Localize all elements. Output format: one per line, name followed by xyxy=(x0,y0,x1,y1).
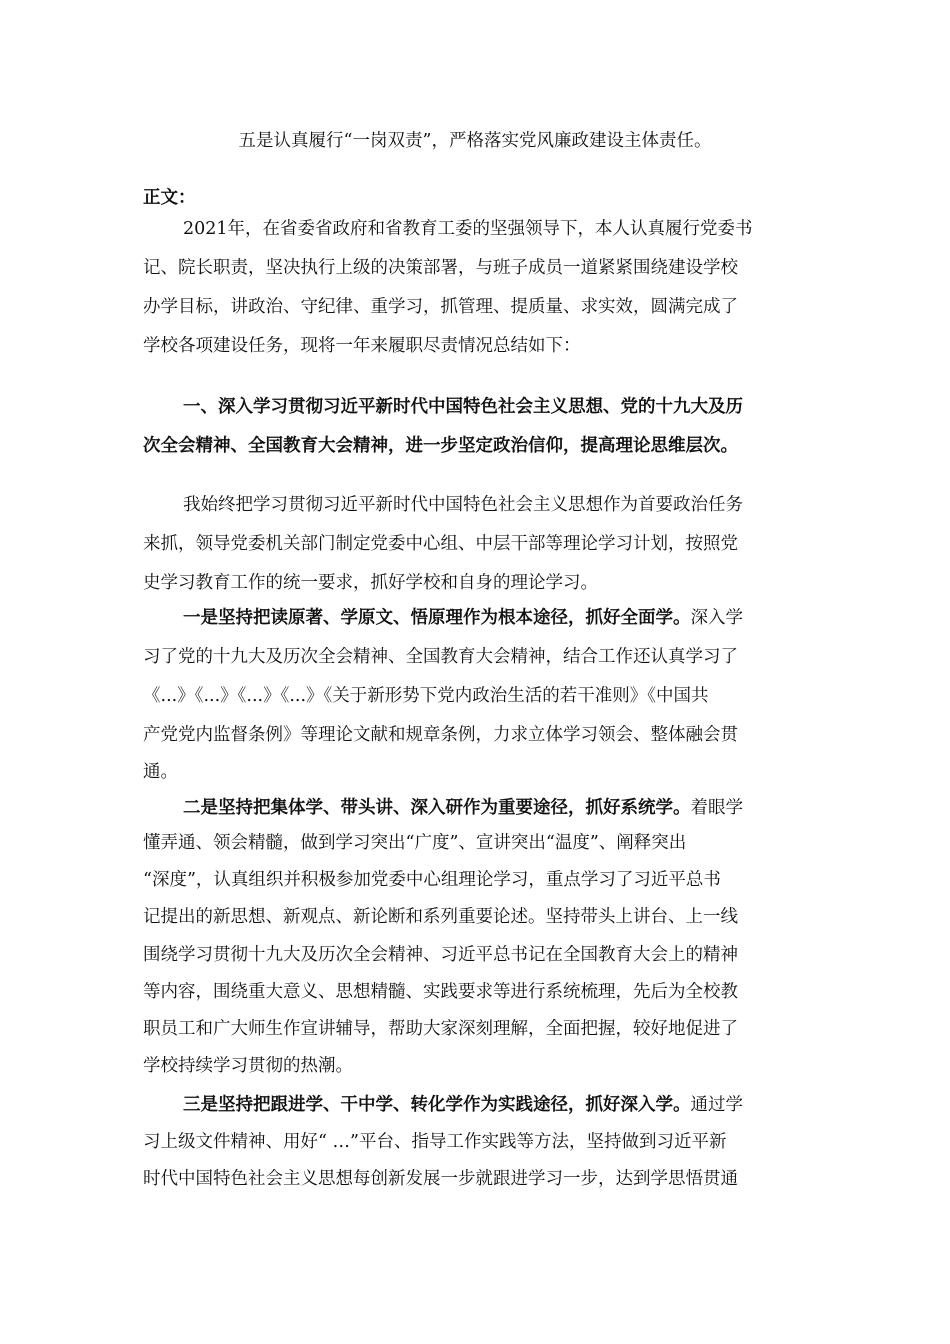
paragraph-line: 围绕学习贯彻十九大及历次全会精神、习近平总书记在全国教育大会上的精神 xyxy=(143,945,738,965)
paragraph-line: 产党党内监督条例》等理论文献和规章条例，力求立体学习领会、整体融会贯 xyxy=(143,725,738,745)
paragraph-line: 懂弄通、领会精髓，做到学习突出“广度”、宣讲突出“温度”、阐释突出 xyxy=(143,833,687,853)
paragraph-line: 时代中国特色社会主义思想每创新发展一步就跟进学习一步，达到学思悟贯通 xyxy=(143,1169,738,1189)
paragraph-line: 我始终把学习贯彻习近平新时代中国特色社会主义思想作为首要政治任务 xyxy=(183,495,743,515)
section-heading: 次全会精神、全国教育大会精神，进一步坚定政治信仰，提高理论思维层次。 xyxy=(143,436,738,456)
paragraph-line: “深度”，认真组织并积极参加党委中心组理论学习，重点学习了习近平总书 xyxy=(143,870,721,890)
paragraph-line: 来抓，领导党委机关部门制定党委中心组、中层干部等理论学习计划，按照党 xyxy=(143,534,738,554)
section-label: 正文： xyxy=(143,188,196,208)
point-1-heading: 一是坚持把读原著、学原文、悟原理作为根本途径，抓好全面学。 xyxy=(183,608,691,628)
paragraph-line: 习上级文件精神、用好“ …”平台、指导工作实践等方法，坚持做到习近平新 xyxy=(143,1132,727,1152)
intro-line: 学校各项建设任务，现将一年来履职尽责情况总结如下： xyxy=(143,336,581,356)
point-3-text: 通过学 xyxy=(690,1095,743,1115)
paragraph-line: 史学习教育工作的统一要求，抓好学校和自身的理论学习。 xyxy=(143,573,598,593)
paragraph-line: 等内容，围绕重大意义、思想精髓、实践要求等进行系统梳理，先后为全校教 xyxy=(143,982,738,1002)
point-3-heading: 三是坚持把跟进学、干中学、转化学作为实践途径，抓好深入学。 xyxy=(183,1095,691,1115)
point-2-heading: 二是坚持把集体学、带头讲、深入研作为重要途径，抓好系统学。 xyxy=(183,798,691,818)
paragraph-line: 《...》《...》《...》《...》《关于新形势下党内政治生活的若干准则》《中国共 xyxy=(143,686,709,706)
summary-line: 五是认真履行“一岗双责”，严格落实党风廉政建设主体责任。 xyxy=(238,131,712,151)
paragraph-line: 记提出的新思想、新观点、新论断和系列重要论述。坚持带头上讲台、上一线 xyxy=(143,907,738,927)
intro-line: 记、院长职责，坚决执行上级的决策部署，与班子成员一道紧紧围绕建设学校 xyxy=(143,258,738,278)
paragraph-line: 通。 xyxy=(143,762,178,782)
point-2-text: 着眼学 xyxy=(690,798,743,818)
point-2-first-line xyxy=(183,794,813,822)
point-1-text: 深入学 xyxy=(690,608,743,628)
paragraph-line: 习了党的十九大及历次全会精神、全国教育大会精神，结合工作还认真学习了 xyxy=(143,647,738,667)
intro-line: 2021年，在省委省政府和省教育工委的坚强领导下，本人认真履行党委书 xyxy=(183,219,753,239)
paragraph-line: 学校持续学习贯彻的热潮。 xyxy=(143,1056,353,1076)
paragraph-line: 职员工和广大师生作宣讲辅导，帮助大家深刻理解，全面把握，较好地促进了 xyxy=(143,1019,738,1039)
intro-line: 办学目标，讲政治、守纪律、重学习，抓管理、提质量、求实效，圆满完成了 xyxy=(143,297,738,317)
point-3-first-line xyxy=(183,1091,813,1119)
point-1-first-line xyxy=(183,604,813,632)
section-heading: 一、深入学习贯彻习近平新时代中国特色社会主义思想、党的十九大及历 xyxy=(183,397,743,417)
